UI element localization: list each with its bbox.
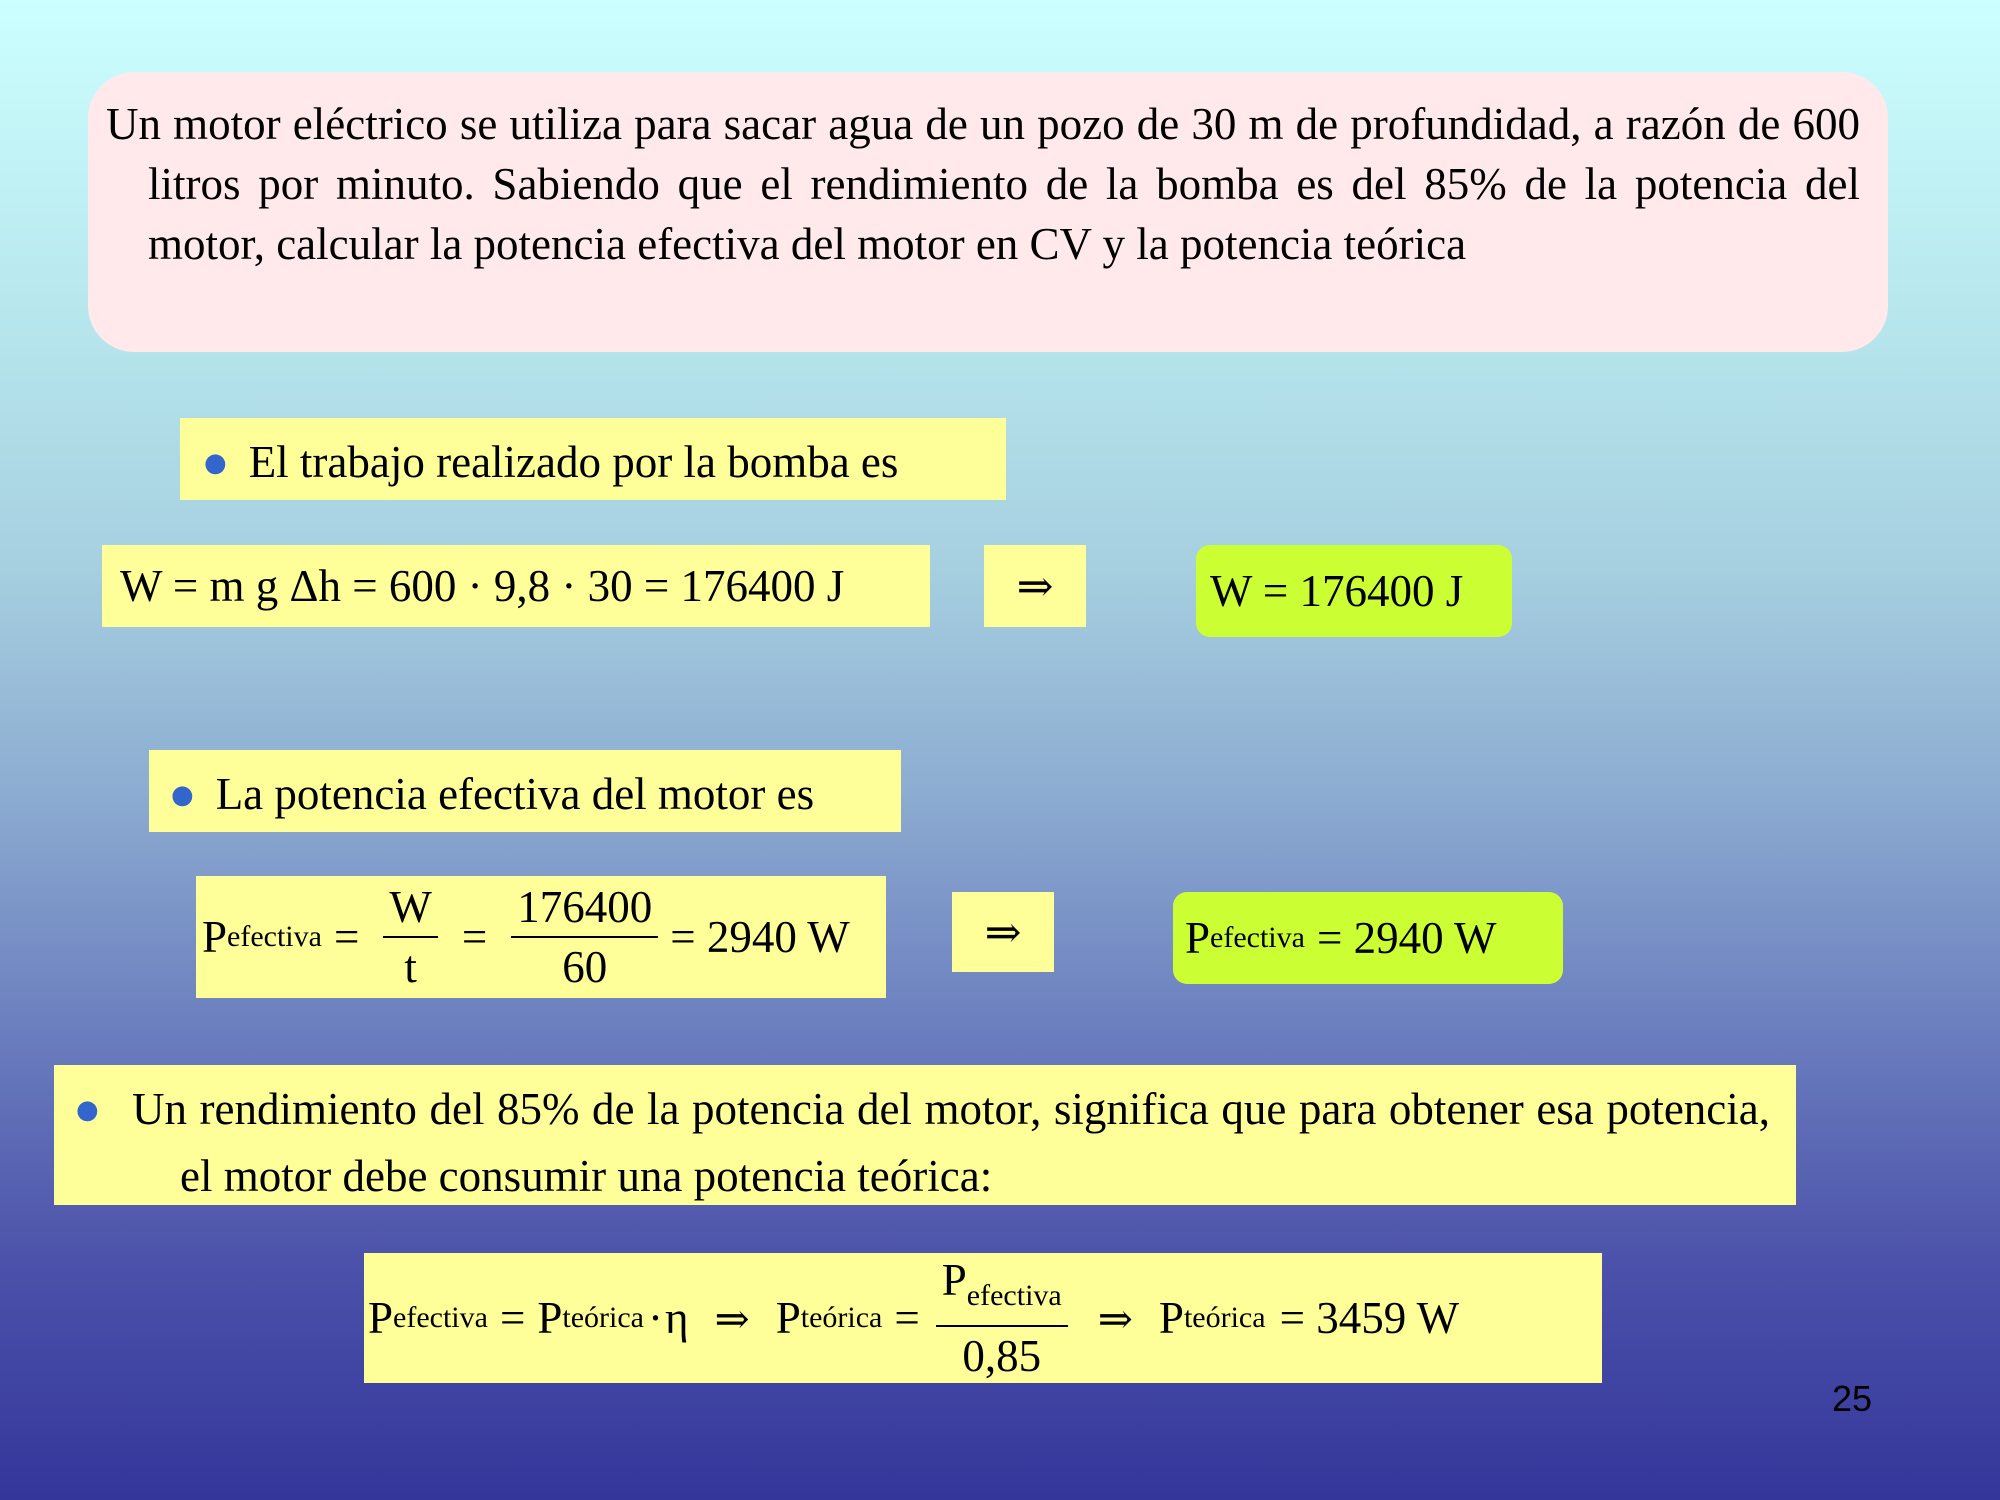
subscript-teorica: teórica — [562, 1301, 644, 1334]
subscript-efectiva: efectiva — [393, 1301, 488, 1334]
p-symbol: P — [941, 1255, 967, 1305]
step3-label-box — [54, 1065, 1796, 1205]
step2-result: = 2940 W — [1316, 913, 1497, 963]
step1-result-box — [1196, 545, 1512, 637]
implies-arrow-icon: ⇒ — [1097, 1293, 1133, 1343]
subscript-teorica: teórica — [800, 1301, 883, 1334]
step1-equation-box — [102, 545, 930, 627]
p-symbol: P — [1185, 913, 1211, 963]
step3-label: Un rendimiento del 85% de la potencia del motor, significa que para obtener esa potencia, el motor debe consumir una potencia teórica: — [131, 1084, 1770, 1201]
step2-label-box — [149, 750, 901, 832]
subscript-teorica: teórica — [1183, 1301, 1266, 1334]
step3-result: = 3459 W — [1279, 1293, 1460, 1343]
bullet-icon: ● — [76, 1095, 100, 1125]
p-symbol: P — [537, 1293, 563, 1343]
step2-arrow-box — [952, 892, 1054, 972]
equals-sign: = — [894, 1293, 920, 1343]
eta-symbol: η — [664, 1293, 689, 1343]
implies-arrow-icon: ⇒ — [1016, 560, 1054, 612]
step3-equation-box — [364, 1253, 1602, 1383]
fraction-numerator — [936, 1251, 1068, 1327]
equals-sign: = — [333, 912, 360, 962]
step1-equation: W = m g Δh = 600 · 9,8 · 30 = 176400 J — [120, 561, 845, 611]
step2-result-inline: = 2940 W — [670, 912, 850, 962]
step2-label: La potencia efectiva del motor es — [215, 769, 815, 819]
equals-sign: = — [461, 912, 488, 962]
step1-label: El trabajo realizado por la bomba es — [248, 437, 899, 487]
step2-result-box — [1173, 892, 1563, 984]
p-symbol: P — [775, 1293, 801, 1343]
subscript-efectiva: efectiva — [227, 920, 322, 953]
denominator-value: 60 — [562, 942, 608, 992]
implies-arrow-icon: ⇒ — [984, 906, 1022, 958]
numerator-w: W — [383, 878, 437, 938]
bullet-icon: ● — [171, 780, 194, 810]
fraction-w-over-t — [383, 878, 437, 996]
problem-text: Un motor eléctrico se utiliza para sacar agua de un pozo de 30 m de profundidad, a razón de 600 litros por minuto. Sabiendo que el rendimiento de la bomba es del 85% de la potencia del motor, calcular la potencia efectiva del motor en CV y la potencia teórica — [106, 99, 1860, 269]
step1-label-box — [180, 418, 1006, 500]
problem-statement-box — [88, 72, 1888, 352]
implies-arrow-icon: ⇒ — [714, 1293, 750, 1343]
step1-arrow-box — [984, 545, 1086, 627]
multiplication-dot: · — [647, 1293, 663, 1343]
p-symbol: P — [202, 912, 228, 962]
denominator-t: t — [404, 942, 417, 992]
step1-result: W = 176400 J — [1210, 566, 1464, 616]
subscript-efectiva: efectiva — [966, 1279, 1062, 1312]
subscript-efectiva: efectiva — [1210, 921, 1305, 954]
page-number: 25 — [1832, 1378, 1873, 1419]
bullet-icon: ● — [204, 448, 227, 478]
step2-equation-box — [196, 876, 886, 998]
fraction-efectiva-over-085 — [936, 1251, 1068, 1385]
p-symbol: P — [368, 1293, 394, 1343]
numerator-value: 176400 — [511, 878, 658, 938]
fraction-denominator: 0,85 — [962, 1331, 1042, 1381]
p-symbol: P — [1158, 1293, 1184, 1343]
fraction-values — [511, 878, 658, 996]
equals-sign: = — [499, 1293, 526, 1343]
